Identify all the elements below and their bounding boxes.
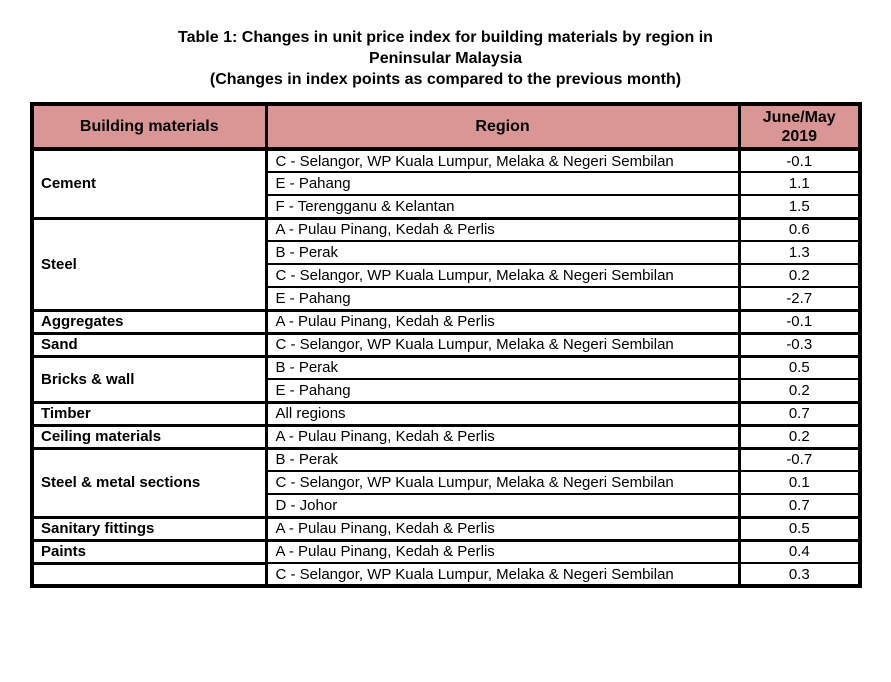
table-row (32, 425, 860, 448)
period-line-1: June/May (762, 108, 836, 126)
material-cell: Timber (32, 402, 266, 425)
material-cell: Cement (32, 149, 266, 218)
title-line-2: Peninsular Malaysia (369, 50, 522, 67)
material-cell: Sand (32, 333, 266, 356)
value-cell: 0.3 (739, 563, 860, 586)
value-cell: -0.3 (739, 333, 860, 356)
material-cell: Bricks & wall (32, 356, 266, 402)
value-cell: 0.2 (739, 379, 860, 402)
value-cell: 1.5 (739, 195, 860, 218)
region-cell: C - Selangor, WP Kuala Lumpur, Melaka & Negeri Sembilan (266, 149, 739, 172)
value-cell: -0.1 (739, 310, 860, 333)
region-cell: A - Pulau Pinang, Kedah & Perlis (266, 425, 739, 448)
col-header-region: Region (266, 104, 739, 149)
table-row (32, 402, 860, 425)
period-line-2: 2019 (781, 127, 818, 145)
region-cell: A - Pulau Pinang, Kedah & Perlis (266, 517, 739, 540)
price-index-table (30, 102, 862, 588)
col-header-period (739, 104, 860, 149)
value-cell: -2.7 (739, 287, 860, 310)
region-cell: C - Selangor, WP Kuala Lumpur, Melaka & Negeri Sembilan (266, 471, 739, 494)
header-row (32, 104, 860, 149)
table-row (32, 218, 860, 241)
value-cell: 0.5 (739, 356, 860, 379)
table-row (32, 563, 860, 586)
region-cell: C - Selangor, WP Kuala Lumpur, Melaka & Negeri Sembilan (266, 563, 739, 586)
region-cell: B - Perak (266, 356, 739, 379)
value-cell: 0.7 (739, 402, 860, 425)
region-cell: C - Selangor, WP Kuala Lumpur, Melaka & Negeri Sembilan (266, 264, 739, 287)
table-row (32, 540, 860, 563)
value-cell: 0.7 (739, 494, 860, 517)
region-cell: F - Terengganu & Kelantan (266, 195, 739, 218)
value-cell: 1.3 (739, 241, 860, 264)
region-cell: B - Perak (266, 241, 739, 264)
table-row (32, 356, 860, 379)
value-cell: 0.4 (739, 540, 860, 563)
table-row (32, 149, 860, 172)
value-cell: 1.1 (739, 172, 860, 195)
title-line-1: Table 1: Changes in unit price index for building materials by region in (178, 29, 713, 46)
value-cell: -0.1 (739, 149, 860, 172)
table-body (32, 149, 860, 586)
region-cell: D - Johor (266, 494, 739, 517)
table-row (32, 310, 860, 333)
table-title (0, 27, 891, 90)
value-cell: 0.5 (739, 517, 860, 540)
table-header (32, 104, 860, 149)
value-cell: 0.1 (739, 471, 860, 494)
region-cell: A - Pulau Pinang, Kedah & Perlis (266, 218, 739, 241)
region-cell: E - Pahang (266, 379, 739, 402)
table-row (32, 448, 860, 471)
value-cell: 0.2 (739, 264, 860, 287)
material-cell: Steel & metal sections (32, 448, 266, 517)
col-header-building-materials: Building materials (32, 104, 266, 149)
material-cell: Aggregates (32, 310, 266, 333)
page (0, 27, 891, 588)
material-cell: Sanitary fittings (32, 517, 266, 540)
material-cell: Paints (32, 540, 266, 563)
title-line-3: (Changes in index points as compared to the previous month) (209, 71, 682, 88)
material-cell: Ceiling materials (32, 425, 266, 448)
value-cell: 0.2 (739, 425, 860, 448)
region-cell: B - Perak (266, 448, 739, 471)
region-cell: All regions (266, 402, 739, 425)
table-row (32, 517, 860, 540)
value-cell: -0.7 (739, 448, 860, 471)
table-row (32, 333, 860, 356)
material-cell (32, 563, 266, 586)
material-cell: Steel (32, 218, 266, 310)
value-cell: 0.6 (739, 218, 860, 241)
region-cell: E - Pahang (266, 287, 739, 310)
region-cell: E - Pahang (266, 172, 739, 195)
region-cell: C - Selangor, WP Kuala Lumpur, Melaka & Negeri Sembilan (266, 333, 739, 356)
region-cell: A - Pulau Pinang, Kedah & Perlis (266, 310, 739, 333)
region-cell: A - Pulau Pinang, Kedah & Perlis (266, 540, 739, 563)
